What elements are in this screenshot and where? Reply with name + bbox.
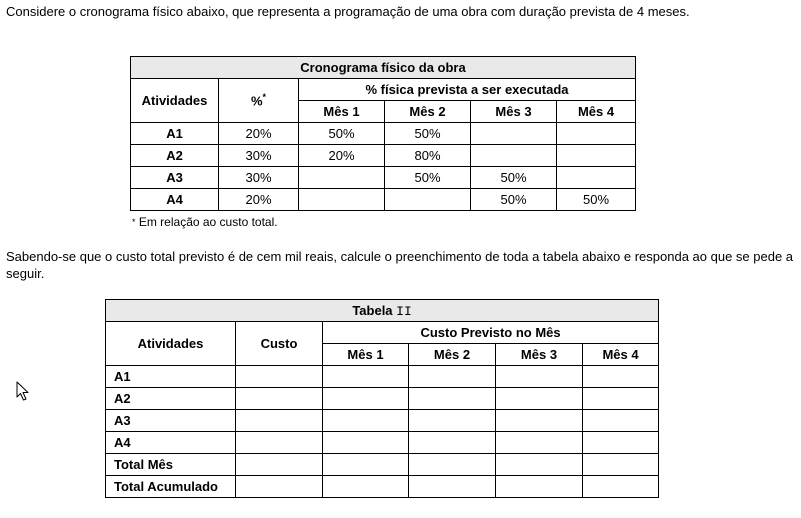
month-3-cell xyxy=(496,410,583,432)
question-text: Sabendo-se que o custo total previsto é de cem mil reais, calcule o preenchimento de toda a tabela abaixo e responda ao que se pede a seguir. xyxy=(6,249,794,281)
header-activities: Atividades xyxy=(131,79,219,123)
month-1-cell xyxy=(299,189,385,211)
cost-cell xyxy=(236,454,323,476)
intro-text: Considere o cronograma físico abaixo, que representa a programação de uma obra com duração prevista de 4 meses. xyxy=(6,4,690,19)
row-label: Total Acumulado xyxy=(106,476,236,498)
month-2-cell xyxy=(385,189,471,211)
month-3-cell xyxy=(496,366,583,388)
activity-cell: A2 xyxy=(131,145,219,167)
row-label: Total Mês xyxy=(106,454,236,476)
cost-cell xyxy=(236,388,323,410)
month-2-cell xyxy=(409,432,496,454)
month-2-cell xyxy=(409,454,496,476)
table-row xyxy=(131,145,636,167)
header-month-3: Mês 3 xyxy=(471,101,557,123)
header-month-1: Mês 1 xyxy=(323,344,409,366)
month-1-cell xyxy=(299,167,385,189)
cost-table-title xyxy=(106,300,659,322)
cost-table-title-prefix: Tabela xyxy=(352,302,397,318)
cost-cell xyxy=(236,366,323,388)
row-label: A1 xyxy=(106,366,236,388)
physical-schedule-table xyxy=(130,56,636,211)
month-3-cell xyxy=(496,476,583,498)
month-1-cell: 50% xyxy=(299,123,385,145)
header-monthly-cost: Custo Previsto no Mês xyxy=(323,322,659,344)
row-label: A3 xyxy=(106,410,236,432)
table-row xyxy=(106,366,659,388)
month-4-cell xyxy=(583,476,659,498)
month-1-cell xyxy=(323,432,409,454)
activity-cell: A4 xyxy=(131,189,219,211)
month-2-cell xyxy=(409,410,496,432)
activity-cell: A1 xyxy=(131,123,219,145)
table-row xyxy=(106,476,659,498)
month-3-cell xyxy=(471,145,557,167)
table-row xyxy=(131,123,636,145)
month-2-cell xyxy=(409,366,496,388)
month-3-cell xyxy=(471,123,557,145)
month-1-cell xyxy=(323,476,409,498)
header-percent-asterisk: * xyxy=(262,92,267,103)
month-2-cell xyxy=(409,388,496,410)
month-4-cell xyxy=(583,454,659,476)
header-cost: Custo xyxy=(236,322,323,366)
month-4-cell xyxy=(583,432,659,454)
month-4-cell xyxy=(583,388,659,410)
row-label: A4 xyxy=(106,432,236,454)
cost-cell xyxy=(236,476,323,498)
row-label: A2 xyxy=(106,388,236,410)
month-3-cell: 50% xyxy=(471,167,557,189)
cost-table-title-number: II xyxy=(396,303,412,319)
header-percent xyxy=(219,79,299,123)
month-1-cell xyxy=(323,388,409,410)
month-4-cell xyxy=(583,366,659,388)
schedule-table-title: Cronograma físico da obra xyxy=(131,57,636,79)
month-1-cell: 20% xyxy=(299,145,385,167)
footnote-text: Em relação ao custo total. xyxy=(135,215,278,229)
month-2-cell: 50% xyxy=(385,123,471,145)
header-month-2: Mês 2 xyxy=(385,101,471,123)
percent-cell: 20% xyxy=(219,123,299,145)
cost-cell xyxy=(236,432,323,454)
month-1-cell xyxy=(323,366,409,388)
percent-cell: 30% xyxy=(219,145,299,167)
header-month-1: Mês 1 xyxy=(299,101,385,123)
month-1-cell xyxy=(323,410,409,432)
cost-table xyxy=(105,299,659,498)
header-physical-percent: % física prevista a ser executada xyxy=(299,79,636,101)
month-3-cell: 50% xyxy=(471,189,557,211)
table-row xyxy=(106,432,659,454)
month-1-cell xyxy=(323,454,409,476)
header-month-4: Mês 4 xyxy=(557,101,636,123)
table-row xyxy=(131,167,636,189)
month-4-cell xyxy=(557,167,636,189)
table-row xyxy=(131,189,636,211)
header-percent-label: % xyxy=(250,93,263,109)
month-2-cell xyxy=(409,476,496,498)
month-3-cell xyxy=(496,432,583,454)
header-month-4: Mês 4 xyxy=(583,344,659,366)
table-row xyxy=(106,454,659,476)
schedule-footnote xyxy=(132,215,278,229)
month-4-cell: 50% xyxy=(557,189,636,211)
month-2-cell: 50% xyxy=(385,167,471,189)
activity-cell: A3 xyxy=(131,167,219,189)
cost-cell xyxy=(236,410,323,432)
mouse-pointer-icon xyxy=(16,381,30,401)
header-month-2: Mês 2 xyxy=(409,344,496,366)
month-3-cell xyxy=(496,388,583,410)
footnote-asterisk: * xyxy=(132,217,136,227)
percent-cell: 30% xyxy=(219,167,299,189)
percent-cell: 20% xyxy=(219,189,299,211)
month-4-cell xyxy=(583,410,659,432)
header-activities: Atividades xyxy=(106,322,236,366)
month-2-cell: 80% xyxy=(385,145,471,167)
month-3-cell xyxy=(496,454,583,476)
header-month-3: Mês 3 xyxy=(496,344,583,366)
month-4-cell xyxy=(557,123,636,145)
table-row xyxy=(106,410,659,432)
table-row xyxy=(106,388,659,410)
month-4-cell xyxy=(557,145,636,167)
